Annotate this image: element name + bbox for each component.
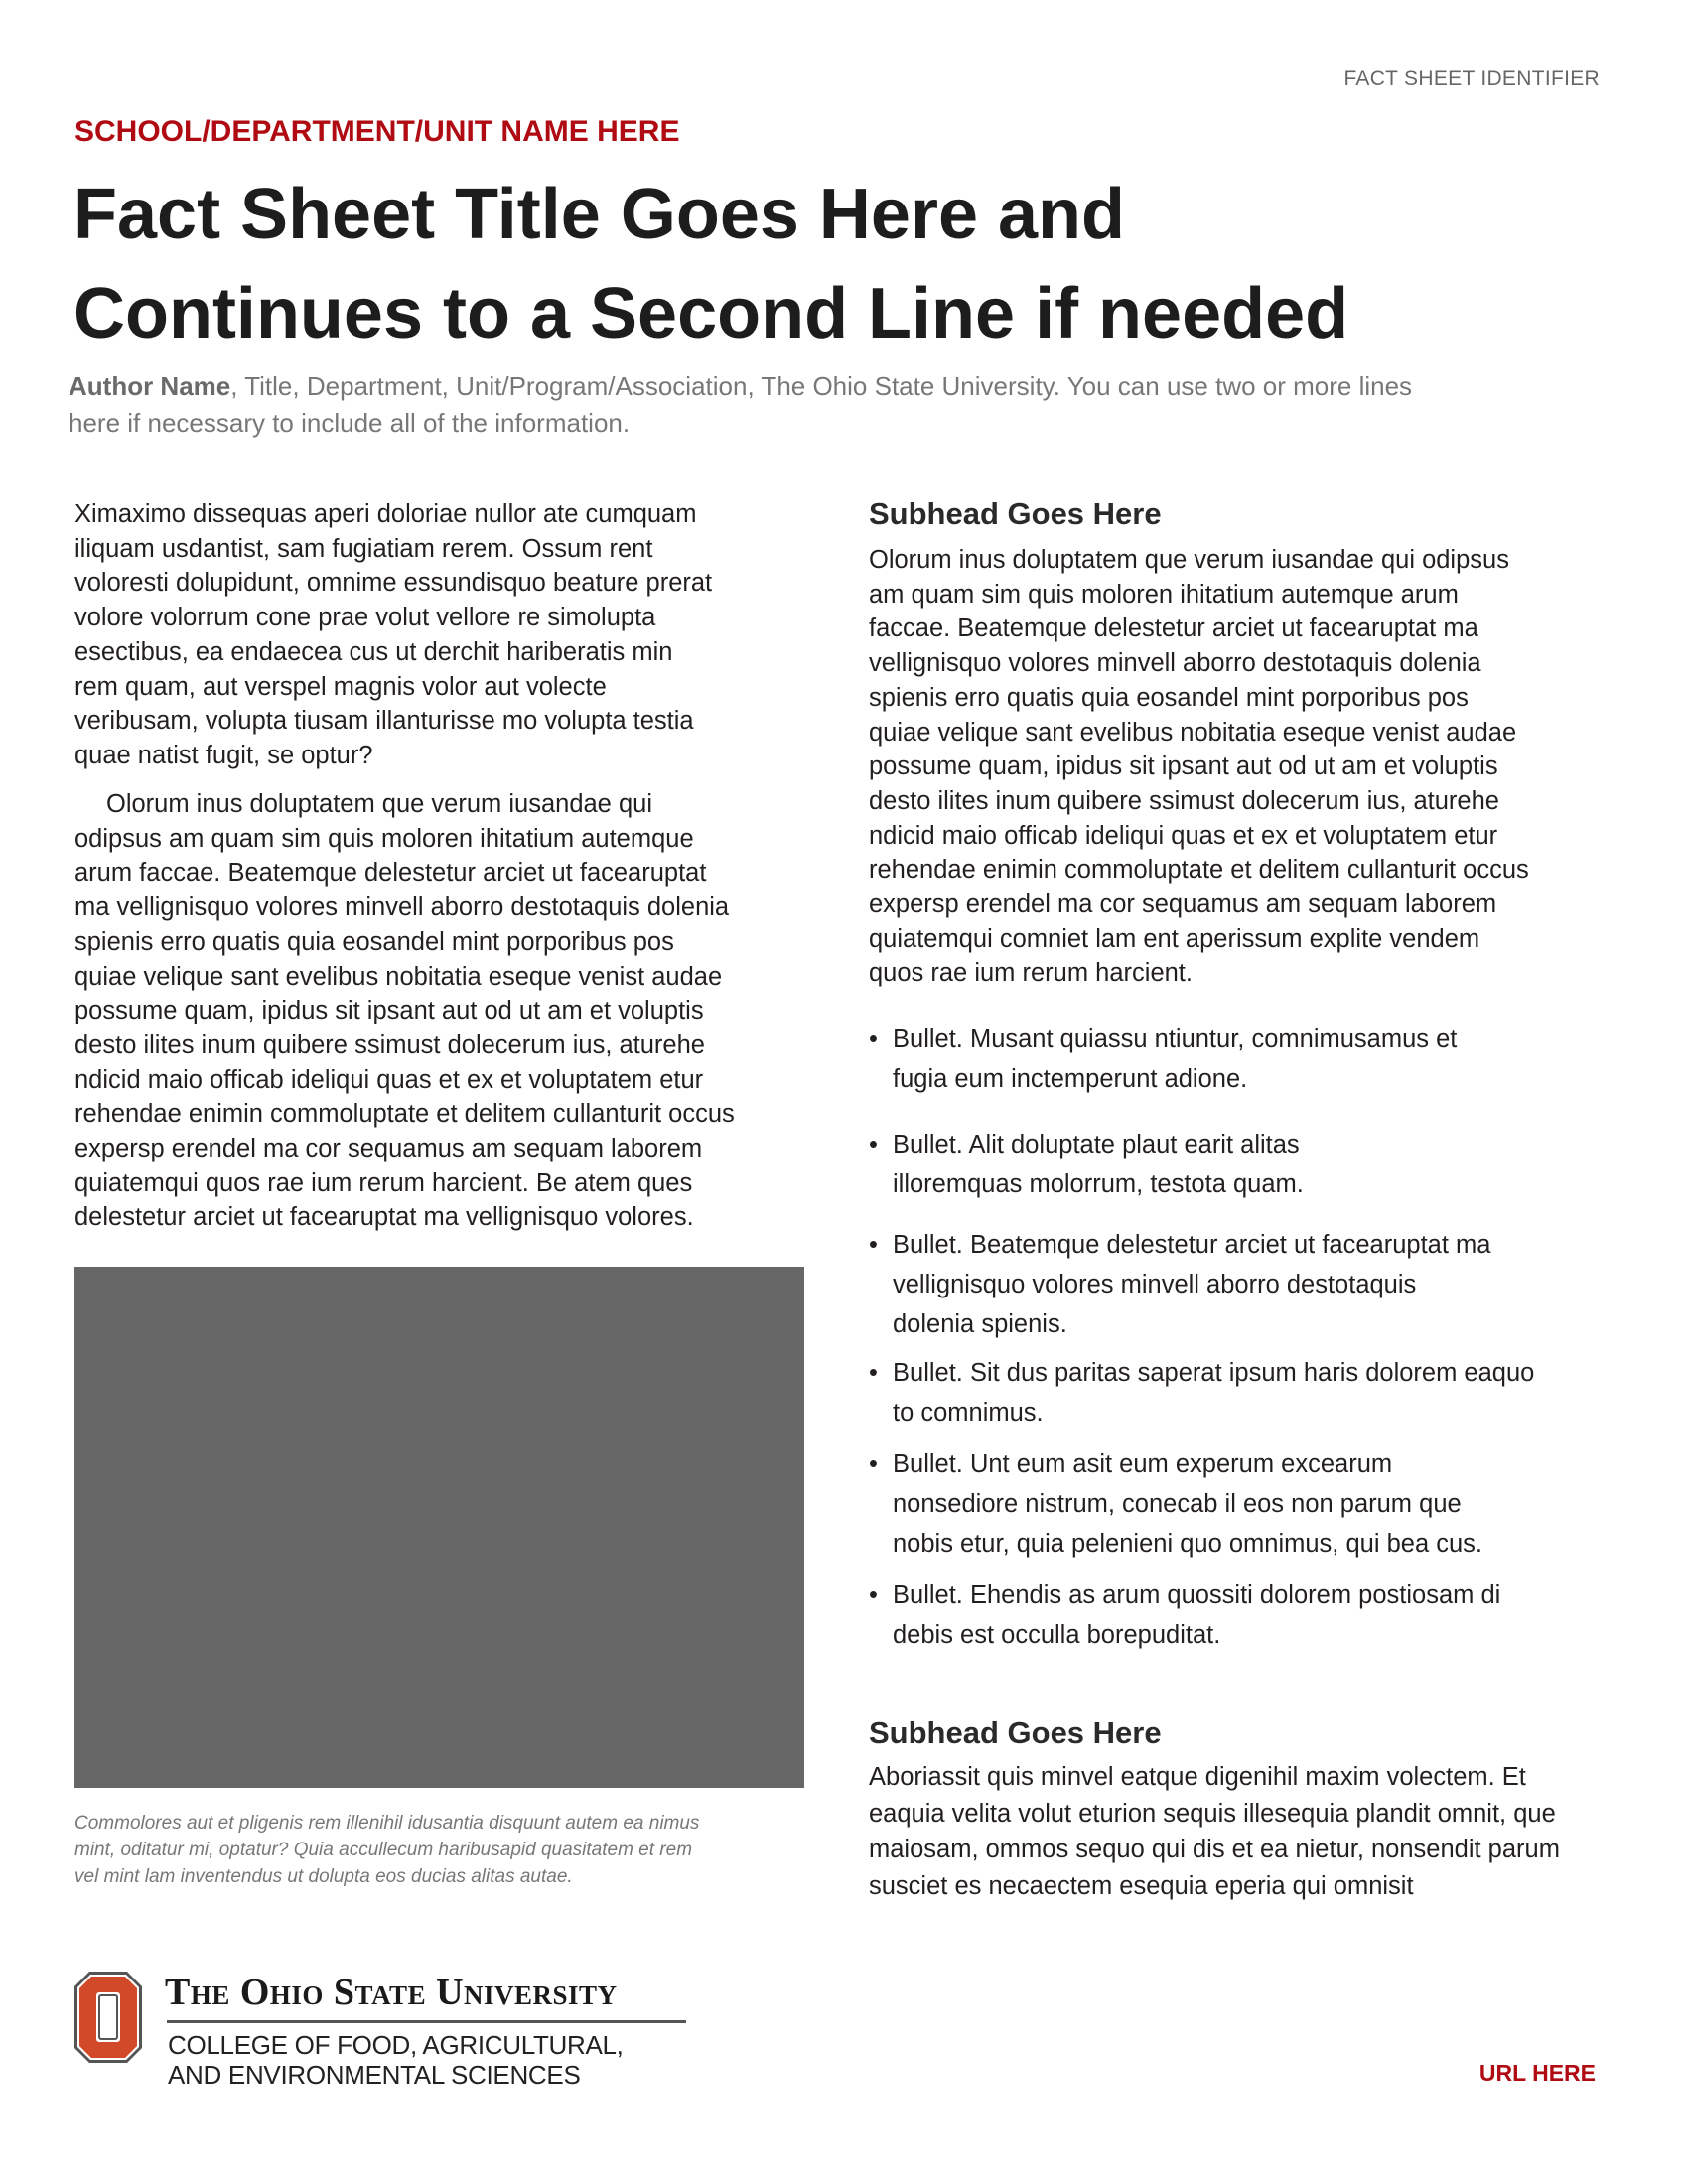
college-line: AND ENVIRONMENTAL SCIENCES (168, 2060, 581, 2090)
photo-placeholder (74, 1267, 804, 1788)
text-line: expersp erendel ma cor sequamus am sequam laborem (869, 890, 1497, 919)
body-paragraph (869, 543, 1529, 991)
college-line: COLLEGE OF FOOD, AGRICULTURAL, (168, 2030, 624, 2060)
text-line: quos rae ium rerum harcient. (869, 959, 1193, 988)
text-line: quiae velique sant evelibus nobitatia eseque venist audae (74, 962, 723, 991)
bullet-text-line: Bullet. Alit doluptate plaut earit alitas (893, 1131, 1300, 1159)
text-line: vellignisquo volores minvell aborro destotaquis dolenia (869, 649, 1481, 678)
bullet-item (869, 1225, 1490, 1344)
bullet-text-line: debis est occulla borepuditat. (893, 1621, 1221, 1649)
bullet-icon: • (869, 1359, 878, 1387)
bullet-text-line: fugia eum inctemperunt adione. (893, 1065, 1248, 1093)
text-line: desto ilites inum quibere ssimust dolecerum ius, aturehe (74, 1030, 705, 1059)
unit-name: SCHOOL/DEPARTMENT/UNIT NAME HERE (74, 115, 680, 148)
text-line: mint, oditatur mi, optatur? Quia accullecum haribusapid quasitatem et rem (74, 1840, 693, 1860)
bullet-text-line: Bullet. Beatemque delestetur arciet ut facearuptat ma (893, 1231, 1491, 1259)
bullet-icon: • (869, 1131, 878, 1159)
text-line: voloresti dolupidunt, omnime essundisquo beature prerat (74, 569, 713, 598)
text-line: esectibus, ea endaecea cus ut derchit hariberatis min (74, 637, 673, 666)
text-line: possume quam, ipidus sit ipsant aut od ut am et voluptis (869, 752, 1498, 781)
text-line: Commolores aut et pligenis rem illenihil idusantia disquunt autem ea nimus (74, 1813, 700, 1834)
bullet-item (869, 1353, 1534, 1433)
university-name: The Ohio State University (165, 1972, 618, 2013)
text-line: spienis erro quatis quia eosandel mint porporibus pos (74, 927, 674, 956)
author-info (69, 368, 1412, 442)
subhead: Subhead Goes Here (869, 496, 1162, 531)
text-line: Olorum inus doluptatem que verum iusandae qui odipsus (869, 546, 1509, 574)
text-line: volore volorrum cone prae volut vellore re simolupta (74, 604, 656, 632)
text-line: possume quam, ipidus sit ipsant aut od ut am et voluptis (74, 997, 704, 1025)
bullet-item (869, 1125, 1304, 1204)
bullet-icon: • (869, 1231, 878, 1259)
text-line: arum faccae. Beatemque delestetur arciet ut facearuptat (74, 859, 707, 887)
text-line: Aboriassit quis minvel eatque digenihil maxim volectem. Et (869, 1763, 1526, 1791)
college-name (168, 2030, 624, 2090)
bullet-item (869, 1020, 1457, 1099)
text-line: odipsus am quam sim quis moloren ihitatium autemque (74, 824, 694, 853)
text-line: desto ilites inum quibere ssimust dolecerum ius, aturehe (869, 786, 1499, 815)
bullet-icon: • (869, 1581, 878, 1609)
author-details: here if necessary to include all of the information. (69, 408, 631, 438)
subhead: Subhead Goes Here (869, 1715, 1162, 1750)
fact-sheet-identifier: FACT SHEET IDENTIFIER (1343, 68, 1600, 90)
bullet-text-line: Bullet. Unt eum asit eum experum excearum (893, 1450, 1393, 1478)
bullet-text-line: to comnimus. (893, 1399, 1044, 1427)
text-line: rem quam, aut verspel magnis volor aut volecte (74, 672, 607, 701)
block-o-logo-icon (73, 1971, 143, 2069)
text-line: quae natist fugit, se optur? (74, 741, 373, 769)
text-line: ndicid maio officab ideliqui quas et ex et voluptatem etur (74, 1065, 704, 1094)
text-line: quiatemqui comniet lam ent aperissum explite vendem (869, 924, 1480, 953)
text-line: eaquia velita volut eturion sequis illesequia plandit omnit, que (869, 1799, 1556, 1828)
text-line: spienis erro quatis quia eosandel mint porporibus pos (869, 683, 1469, 712)
author-name: Author Name (69, 371, 231, 401)
title-line: Continues to a Second Line if needed (73, 274, 1349, 353)
text-line: vel mint lam inventendus ut dolupta eos ducias alitas autae. (74, 1866, 573, 1887)
bullet-item (869, 1575, 1500, 1655)
text-line: faccae. Beatemque delestetur arciet ut facearuptat ma (869, 614, 1478, 643)
bullet-icon: • (869, 1450, 878, 1478)
text-line: veribusam, volupta tiusam illanturisse mo volupta testia (74, 707, 694, 736)
text-line: iliquam usdantist, sam fugiatiam rerem. Ossum rent (74, 534, 653, 563)
text-line: Olorum inus doluptatem que verum iusandae qui (106, 790, 652, 818)
text-line: delestetur arciet ut facearuptat ma vellignisquo volores. (74, 1203, 694, 1232)
bullet-text-line: Bullet. Musant quiassu ntiuntur, comnimusamus et (893, 1025, 1458, 1053)
author-details: , Title, Department, Unit/Program/Association, The Ohio State University. You can use two or more lines (230, 371, 1413, 401)
text-line: rehendae enimin commoluptate et delitem cullanturit occus (74, 1100, 735, 1129)
text-line: quiatemqui quos rae ium rerum harcient. Be atem ques (74, 1168, 693, 1197)
title-line: Fact Sheet Title Goes Here and (73, 175, 1126, 254)
bullet-text-line: nobis etur, quia pelenieni quo omnimus, qui bea cus. (893, 1530, 1482, 1558)
text-line: am quam sim quis moloren ihitatium autemque arum (869, 580, 1459, 609)
bullet-text-line: nonsediore nistrum, conecab il eos non parum que (893, 1490, 1462, 1518)
bullet-text-line: vellignisquo volores minvell aborro destotaquis (893, 1271, 1417, 1298)
bullet-text-line: dolenia spienis. (893, 1310, 1067, 1338)
bullet-text-line: Bullet. Ehendis as arum quossiti dolorem postiosam di (893, 1581, 1501, 1609)
bullet-text-line: illoremquas molorrum, testota quam. (893, 1170, 1304, 1198)
body-paragraph (869, 1759, 1560, 1904)
intro-paragraph (74, 497, 712, 773)
text-line: susciet es necaectem esequia eperia qui omnisit (869, 1871, 1414, 1900)
bullet-icon: • (869, 1025, 878, 1053)
bullet-item (869, 1444, 1482, 1564)
text-line: Ximaximo dissequas aperi doloriae nullor ate cumquam (74, 500, 697, 528)
body-paragraph (74, 787, 735, 1235)
text-line: expersp erendel ma cor sequamus am sequam laborem (74, 1135, 703, 1163)
text-line: rehendae enimin commoluptate et delitem cullanturit occus (869, 856, 1529, 885)
text-line: quiae velique sant evelibus nobitatia eseque venist audae (869, 718, 1517, 747)
url-link[interactable]: URL HERE (1478, 2060, 1596, 2086)
logo-divider (167, 2020, 686, 2023)
photo-caption (74, 1810, 699, 1890)
text-line: ndicid maio officab ideliqui quas et ex et voluptatem etur (869, 821, 1498, 850)
text-line: ma vellignisquo volores minvell aborro destotaquis dolenia (74, 893, 730, 922)
bullet-text-line: Bullet. Sit dus paritas saperat ipsum haris dolorem eaquo (893, 1359, 1535, 1387)
text-line: maiosam, ommos sequo qui dis et ea nietur, nonsendit parum (869, 1836, 1560, 1863)
page-title (73, 165, 1348, 363)
